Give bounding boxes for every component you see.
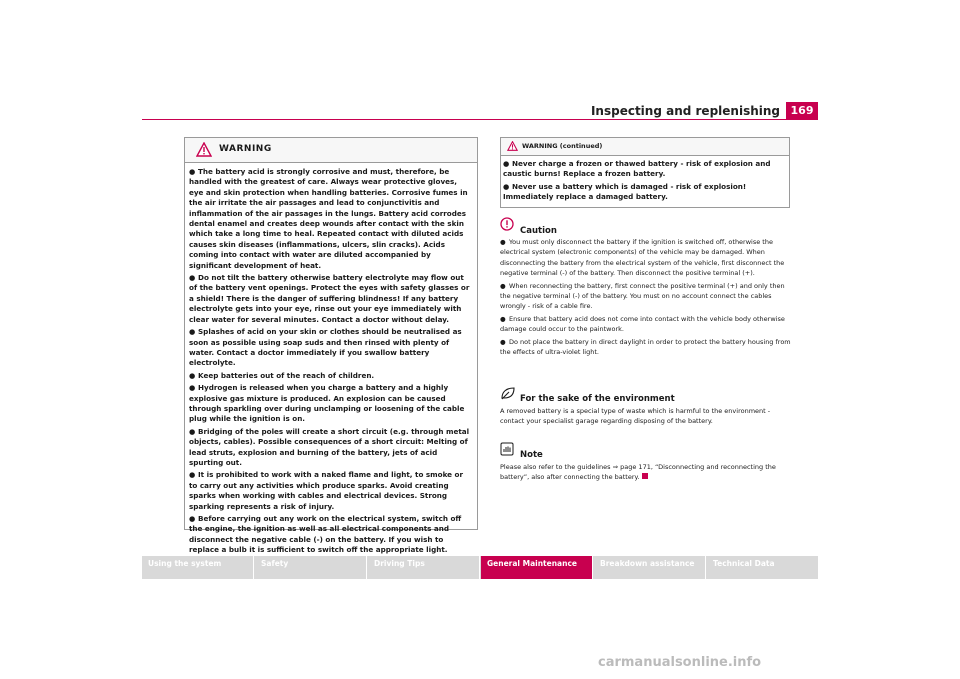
page-header-title: Inspecting and replenishing [590,104,780,118]
tab-driving-tips[interactable]: Driving Tips [368,556,480,579]
warning-item: ● Keep batteries out of the reach of children. [189,370,375,380]
bullet-icon: ● [500,314,506,323]
watermark-text: carmanualsonline.info [598,655,762,670]
warning-continued-box [500,137,790,208]
caution-icon [500,217,514,231]
warning-item: ● The battery acid is strongly corrosive and must, therefore, be handled with the greatest of care. Always wear protective gloves, eye and skin protection when handling batteries. Corrosive fumes in the air irritate the air passages and lead to conjunctivitis and inflammation of the air passages in the lungs. Battery acid corrodes dental enamel and creates deep wounds after contact with the skin which take a long time to heal. Repeated contact with diluted acids causes skin diseases (inflammations, ulcers, slin cracks). Acids coming into contact with water are diluted accompanied by significant development of heat. [189,167,468,270]
bullet-icon: ● [503,159,510,168]
note-title: Note [520,450,543,460]
caution-item: ● You must only disconnect the battery if the ignition is switched off, otherwise the electrical system (electronic components) of the vehicle may be damaged. When disconnecting the battery from the electrical system of the vehicle, first disconnect the negative terminal (-) of the battery. Then disconnect the positive terminal (+). [500,238,785,278]
warning-item: ● Do not tilt the battery otherwise battery electrolyte may flow out of the battery vent openings. Protect the eyes with safety glasses or a shield! There is the danger of suffering blindness! If any battery electrolyte gets into your eye, rinse out your eye immediately with clear water for several minutes. Contact a doctor without delay. [189,273,470,324]
bullet-icon: ● [189,383,196,393]
warning-title: WARNING [219,144,272,154]
bullet-icon: ● [503,181,510,191]
tab-safety[interactable]: Safety [255,556,367,579]
warning-triangle-icon [196,142,212,157]
header-rule [142,119,818,120]
environment-text-block [500,406,792,427]
warning-item: ● Hydrogen is released when you charge a battery and a highly explosive gas mixture is produced. An explosion can be caused through sparkling over during unclamping or loosening of the cable plug while the ignition is on. [189,383,465,424]
warning-body [185,163,477,556]
note-text: Please also refer to the guidelines ⇒ page 171, “Disconnecting and reconnecting the battery”, also after connecting the battery. [500,463,776,482]
caution-list [500,237,792,359]
environment-title: For the sake of the environment [520,394,675,404]
bullet-icon: ● [189,167,196,176]
footer-nav [142,556,818,579]
bullet-icon: ● [500,281,506,290]
warning-triangle-icon [507,141,518,151]
note-icon [500,442,514,456]
warning-item: ● Splashes of acid on your skin or clothes should be neutralised as soon as possible using soap suds and then rinsed with plenty of water. Contact a doctor immediately if you swallow battery electrolyte. [189,327,462,368]
warning-continued-body [501,156,789,203]
caution-item: ● Do not place the battery in direct daylight in order to protect the battery housing from the effects of ultra-violet light. [500,337,791,357]
warning-continued-title: WARNING (continued) [522,142,603,150]
note-text-block [500,462,792,483]
warning-item: ● Before carrying out any work on the electrical system, switch off the engine, the ignition as well as all electrical components and disconnect the negative cable (-) on the battery. If you wish to replace a bulb it is sufficient to switch off the appropriate light. [189,514,462,555]
bullet-icon: ● [189,426,196,436]
bullet-icon: ● [500,337,506,346]
caution-item: ● When reconnecting the battery, first connect the positive terminal (+) and only then the negative terminal (-) of the battery. You must on no account connect the cables wrongly - risk of a cable fire. [500,281,785,311]
bullet-icon: ● [189,273,196,283]
bullet-icon: ● [189,470,196,480]
tab-technical-data[interactable]: Technical Data [713,559,775,568]
tab-using-the-system[interactable]: Using the system [142,556,254,579]
warning-item: ● Never use a battery which is damaged - risk of explosion! Immediately replace a damaged battery. [503,181,747,202]
caution-item: ● Ensure that battery acid does not come into contact with the vehicle body otherwise damage could occur to the paintwork. [500,314,785,334]
tab-breakdown-assistance[interactable]: Breakdown assistance [594,556,706,579]
bullet-icon: ● [189,514,196,523]
warning-item: ● It is prohibited to work with a naked flame and light, to smoke or to carry out any activities which produce sparks. Avoid creating sparks when working with cables and electrical devices. Strong sparking represents a risk of injury. [189,470,464,511]
bullet-icon: ● [189,327,196,337]
warning-item: ● Bridging of the poles will create a short circuit (e.g. through metal objects, cables). Possible consequences of a short circuit: Melting of lead struts, explosion and burning of the battery, jets of acid spurting out. [189,426,470,467]
environment-icon [500,386,516,400]
page-number-badge: 169 [786,102,818,120]
warning-continued-header [501,138,789,156]
warning-item: ● Never charge a frozen or thawed battery - risk of explosion and caustic burns! Replace a frozen battery. [503,159,771,179]
warning-box [184,137,478,555]
bullet-icon: ● [500,238,506,246]
bullet-icon: ● [189,370,196,380]
environment-text: A removed battery is a special type of waste which is harmful to the environment - contact your specialist garage regarding disposing of the battery. [500,407,771,426]
caution-title: Caution [520,226,557,236]
warning-header [185,138,477,163]
tab-general-maintenance[interactable]: General Maintenance [481,556,593,579]
end-mark-icon [642,473,648,479]
